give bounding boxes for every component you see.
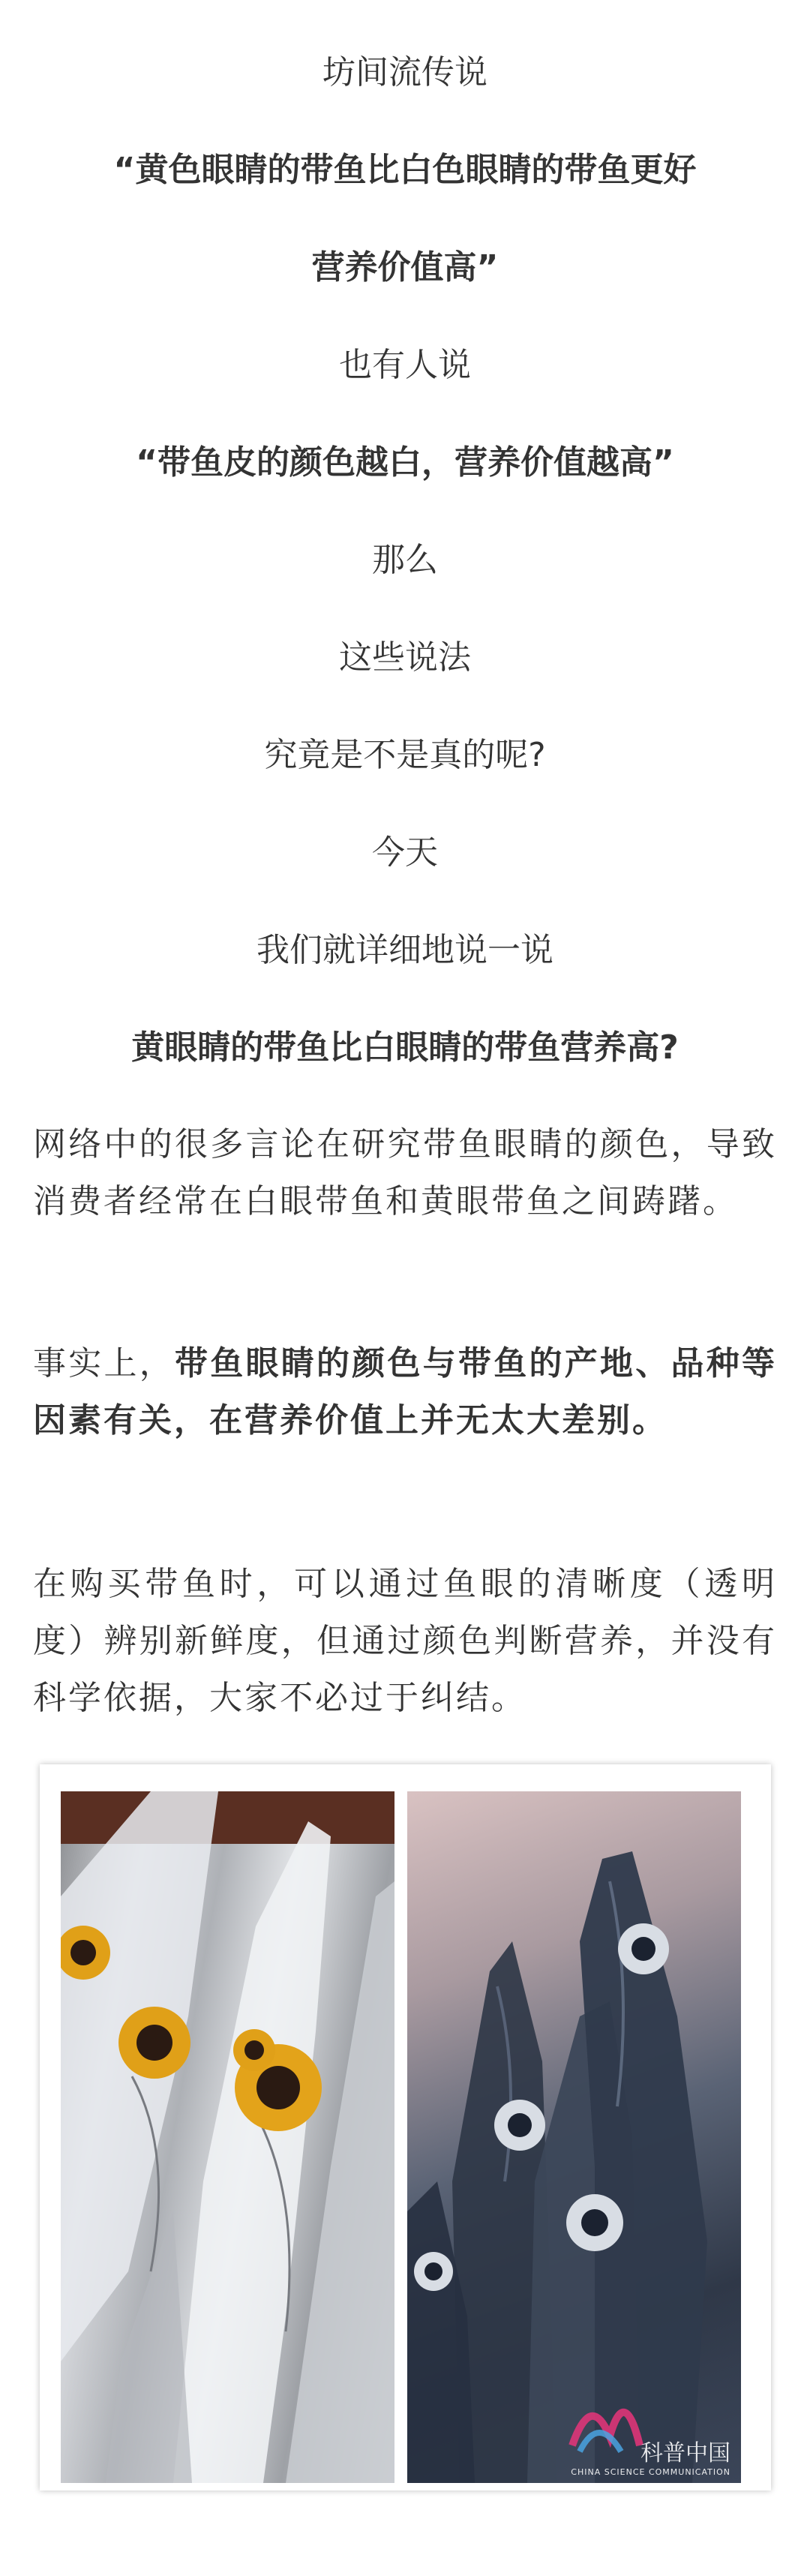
fish-eye-comparison-image [40, 1764, 771, 2490]
paragraph-2 [33, 1335, 777, 1449]
intro-line-6: 那么 [372, 541, 438, 579]
section-heading: 黄眼睛的带鱼比白眼睛的带鱼营养高? [131, 1028, 679, 1067]
watermark-logo [571, 2434, 730, 2477]
watermark-text: 科普中国 [640, 2440, 730, 2466]
paragraph-3: 在购买带鱼时，可以通过鱼眼的清晰度（透明度）辨别新鲜度，但通过颜色判断营养，并没有科学依据，大家不必过于纠结。 [33, 1565, 777, 1717]
intro-line-1: 坊间流传说 [322, 53, 488, 92]
paragraph-2-prefix: 事实上， [33, 1344, 175, 1383]
intro-line-4: 也有人说 [339, 346, 471, 384]
paragraph-2-emphasis: 带鱼眼睛的颜色与带鱼的产地、品种等因素有关，在营养价值上并无太大差别。 [33, 1344, 777, 1440]
white-eye-fish-photo [407, 1791, 741, 2483]
yellow-eye-fish-photo [61, 1791, 394, 2483]
intro-line-9: 今天 [372, 833, 438, 872]
watermark-subtext: CHINA SCIENCE COMMUNICATION [571, 2467, 730, 2477]
intro-line-2: “黄色眼睛的带鱼比白色眼睛的带鱼更好 [113, 151, 697, 189]
intro-line-10: 我们就详细地说一说 [256, 931, 554, 969]
paragraph-1: 网络中的很多言论在研究带鱼眼睛的颜色，导致消费者经常在白眼带鱼和黄眼带鱼之间踌躇。 [33, 1125, 777, 1220]
intro-line-7: 这些说法 [339, 638, 471, 677]
intro-line-3: 营养价值高” [311, 248, 499, 287]
intro-line-8: 究竟是不是真的呢? [264, 736, 546, 774]
intro-line-5: “带鱼皮的颜色越白，营养价值越高” [136, 443, 674, 482]
